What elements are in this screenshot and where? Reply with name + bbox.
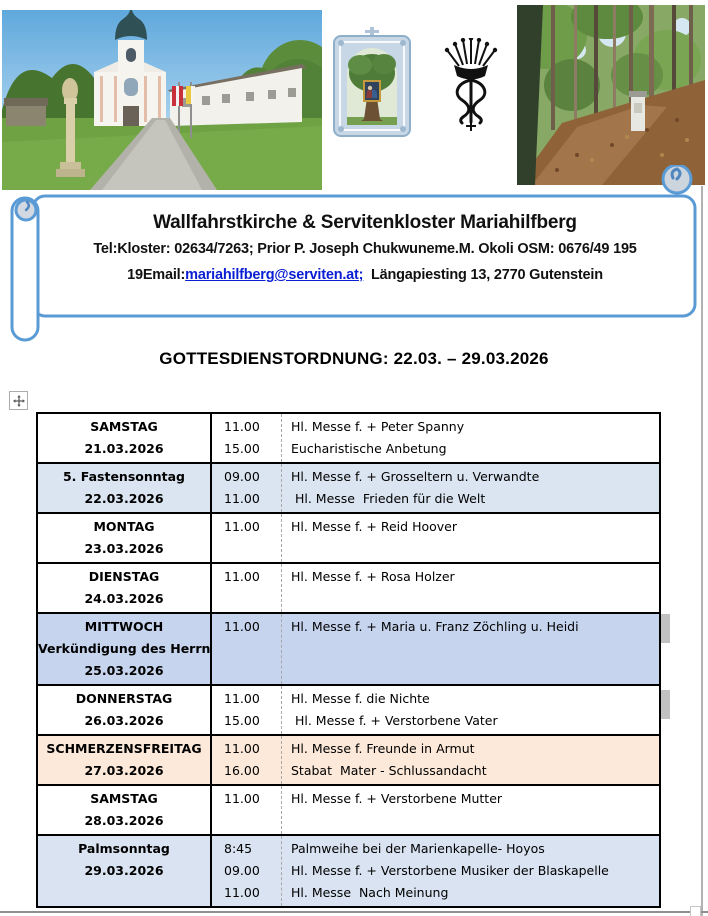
day-line: Verkündigung des Herrn <box>38 641 210 656</box>
day-line: 25.03.2026 <box>84 663 164 678</box>
day-line: 28.03.2026 <box>84 813 164 828</box>
move-arrows-icon <box>13 395 25 407</box>
table-row <box>38 786 659 836</box>
service-cell[interactable] <box>282 464 659 512</box>
day-line: 27.03.2026 <box>84 763 164 778</box>
day-line: DONNERSTAG <box>75 691 173 706</box>
time-value: 11.00 <box>224 419 260 434</box>
service-text: Hl. Messe Nach Meinung <box>291 885 449 900</box>
day-line: MONTAG <box>93 519 155 534</box>
page-right-edge <box>701 186 703 916</box>
banner-title: Wallfahrstkirche & Servitenkloster Mariahilfberg <box>153 212 577 233</box>
table-row <box>38 736 659 786</box>
day-cell[interactable] <box>38 514 212 562</box>
church-photo-art <box>2 10 322 190</box>
church-monastery-photo <box>2 10 322 190</box>
service-cell[interactable] <box>282 836 659 906</box>
address-text: Längapiesting 13, 2770 Gutenstein <box>363 267 603 283</box>
day-line: SAMSTAG <box>90 791 158 806</box>
schedule-table <box>36 412 661 908</box>
service-text: Hl. Messe f. + Rosa Holzer <box>291 569 455 584</box>
service-text: Hl. Messe f. + Grosseltern u. Verwandte <box>291 469 540 484</box>
scroll-banner <box>5 165 703 345</box>
table-row <box>38 836 659 906</box>
table-row <box>38 564 659 614</box>
servite-order-crowned-monogram-icon <box>441 38 501 132</box>
day-cell[interactable] <box>38 686 212 734</box>
day-cell[interactable] <box>38 564 212 612</box>
monogram-art <box>441 38 501 132</box>
day-line: 24.03.2026 <box>84 591 164 606</box>
day-line: DIENSTAG <box>88 569 160 584</box>
service-cell[interactable] <box>282 614 659 684</box>
time-cell[interactable] <box>212 414 282 462</box>
day-line: MITTWOCH <box>84 619 164 634</box>
table-row <box>38 514 659 564</box>
service-cell[interactable] <box>282 736 659 784</box>
time-value: 16.00 <box>224 763 260 778</box>
day-cell[interactable] <box>38 414 212 462</box>
page-corner-handle <box>690 906 701 916</box>
email-prefix: 19Email: <box>127 267 186 283</box>
framed-madonna-in-tree-icon <box>333 27 411 140</box>
day-cell[interactable] <box>38 786 212 834</box>
time-value: 15.00 <box>224 713 260 728</box>
service-text: Hl. Messe f. Freunde in Armut <box>291 741 475 756</box>
time-value: 09.00 <box>224 863 260 878</box>
move-table-handle[interactable] <box>9 391 28 410</box>
table-row <box>38 614 659 686</box>
time-cell[interactable] <box>212 464 282 512</box>
service-text: Stabat Mater - Schlussandacht <box>291 763 487 778</box>
time-value: 11.00 <box>224 491 260 506</box>
time-cell[interactable] <box>212 836 282 906</box>
day-line: 22.03.2026 <box>84 491 164 506</box>
service-cell[interactable] <box>282 414 659 462</box>
side-marker <box>661 690 670 719</box>
banner-contact-line: Tel:Kloster: 02634/7263; Prior P. Joseph Chukwuneme.M. Okoli OSM: 0676/49 195 <box>93 241 637 257</box>
day-cell[interactable] <box>38 736 212 784</box>
time-value: 8:45 <box>224 841 253 856</box>
time-value: 09.00 <box>224 469 260 484</box>
service-text: Hl. Messe f. + Maria u. Franz Zöchling u. Heidi <box>291 619 579 634</box>
time-cell[interactable] <box>212 614 282 684</box>
banner-text-block <box>45 212 685 286</box>
service-text: Hl. Messe Frieden für die Welt <box>291 491 486 506</box>
forest-photo-art <box>517 5 705 185</box>
table-row <box>38 686 659 736</box>
table-row <box>38 464 659 514</box>
service-cell[interactable] <box>282 786 659 834</box>
side-marker <box>661 614 670 643</box>
banner-address-line <box>45 265 685 286</box>
forest-path-with-shrine-photo <box>517 5 705 185</box>
table-row <box>38 414 659 464</box>
day-line: 5. Fastensonntag <box>62 469 185 484</box>
time-cell[interactable] <box>212 736 282 784</box>
service-cell[interactable] <box>282 686 659 734</box>
time-value: 11.00 <box>224 569 260 584</box>
time-value: 11.00 <box>224 519 260 534</box>
time-value: 11.00 <box>224 741 260 756</box>
service-text: Palmweihe bei der Marienkapelle- Hoyos <box>291 841 545 856</box>
service-text: Hl. Messe f. + Verstorbene Musiker der Blaskapelle <box>291 863 609 878</box>
day-line: 26.03.2026 <box>84 713 164 728</box>
time-value: 11.00 <box>224 885 260 900</box>
service-cell[interactable] <box>282 564 659 612</box>
service-text: Hl. Messe f. + Verstorbene Vater <box>291 713 498 728</box>
service-text: Hl. Messe f. + Reid Hoover <box>291 519 457 534</box>
day-line: SAMSTAG <box>90 419 158 434</box>
time-cell[interactable] <box>212 786 282 834</box>
day-line: 21.03.2026 <box>84 441 164 456</box>
time-value: 11.00 <box>224 619 260 634</box>
framed-icon-art <box>333 27 411 140</box>
page-bottom-edge <box>0 911 708 913</box>
schedule-heading: GOTTESDIENSTORDNUNG: 22.03. – 29.03.2026 <box>159 349 549 368</box>
day-line: Palmsonntag <box>78 841 170 856</box>
service-text: Eucharistische Anbetung <box>291 441 447 456</box>
service-cell[interactable] <box>282 514 659 562</box>
day-line: SCHMERZENSFREITAG <box>46 741 202 756</box>
time-value: 15.00 <box>224 441 260 456</box>
service-text: Hl. Messe f. + Verstorbene Mutter <box>291 791 503 806</box>
time-value: 11.00 <box>224 691 260 706</box>
day-line: 23.03.2026 <box>84 541 164 556</box>
time-cell[interactable] <box>212 514 282 562</box>
service-text: Hl. Messe f. + Peter Spanny <box>291 419 465 434</box>
service-text: Hl. Messe f. die Nichte <box>291 691 430 706</box>
day-line: 29.03.2026 <box>84 863 164 878</box>
day-cell[interactable] <box>38 836 212 906</box>
day-cell[interactable] <box>38 464 212 512</box>
time-cell[interactable] <box>212 564 282 612</box>
day-cell[interactable] <box>38 614 212 684</box>
email-link[interactable]: mariahilfberg@serviten.at; <box>185 267 364 283</box>
time-cell[interactable] <box>212 686 282 734</box>
time-value: 11.00 <box>224 791 260 806</box>
